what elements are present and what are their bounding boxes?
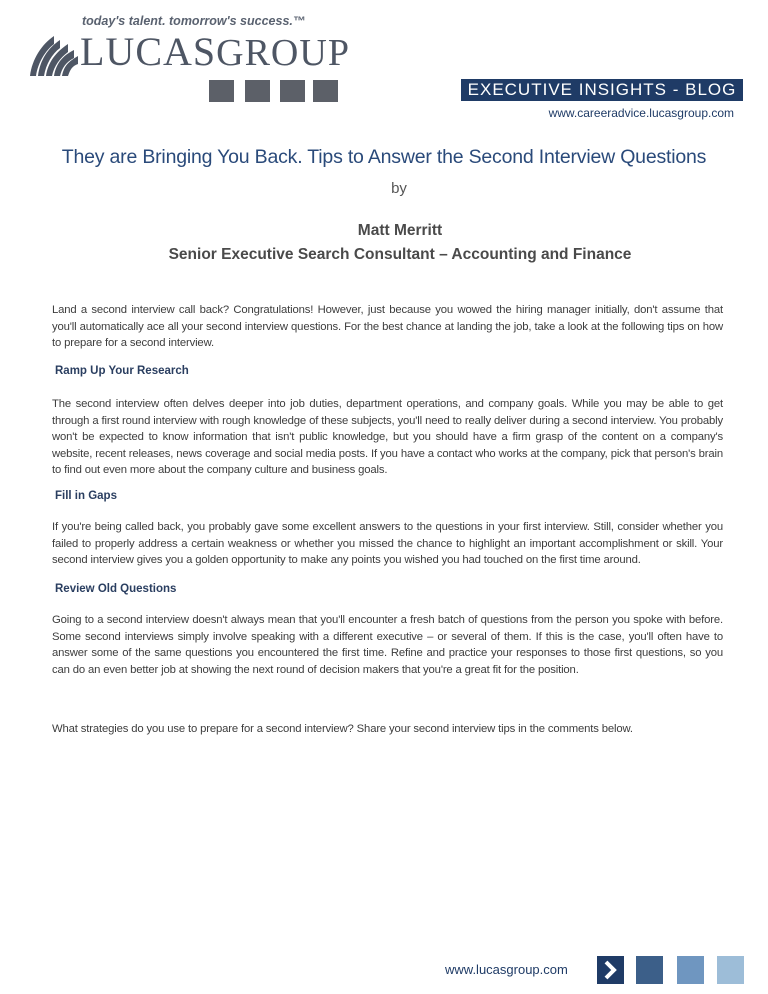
author-name: Matt Merritt bbox=[357, 222, 443, 239]
header-square bbox=[209, 80, 234, 102]
section-heading: Review Old Questions bbox=[55, 583, 177, 595]
logo-tagline: today's talent. tomorrow's success.™ bbox=[82, 14, 306, 28]
footer-url[interactable]: www.lucasgroup.com bbox=[445, 962, 568, 977]
section-heading: Fill in Gaps bbox=[55, 490, 117, 502]
footer-square bbox=[636, 956, 663, 984]
header-square bbox=[245, 80, 270, 102]
footer-arrow-box bbox=[597, 956, 624, 984]
section-body: The second interview often delves deeper into job duties, department operations, and company goals. While you may be able to get through a first round interview with rough knowledge of these subjects, you'll need to really deliver during a second interview. You probably won't be expected to know information that isn't public knowledge, but you should have a firm grasp of the content on a company's website, recent releases, news coverage and social media posts. If you have a contact who works at the company, pick that person's brain to find out even more about the company culture and business goals. bbox=[52, 398, 723, 476]
section-label: EXECUTIVE INSIGHTS - BLOG bbox=[467, 80, 737, 99]
logo-word-lucas: LUCAS bbox=[80, 29, 217, 74]
logo-wordmark bbox=[80, 29, 350, 74]
logo-word-group: GROUP bbox=[216, 32, 350, 74]
site-url[interactable]: www.careeradvice.lucasgroup.com bbox=[548, 106, 734, 120]
section-banner bbox=[461, 79, 743, 101]
section-heading: Ramp Up Your Research bbox=[55, 365, 189, 377]
author-title: Senior Executive Search Consultant – Accounting and Finance bbox=[168, 246, 632, 263]
header-square bbox=[280, 80, 305, 102]
closing-paragraph: What strategies do you use to prepare for a second interview? Share your second interview tips in the comments below. bbox=[52, 723, 633, 735]
footer-square bbox=[677, 956, 704, 984]
logo-mark-icon bbox=[30, 36, 78, 76]
header-square bbox=[313, 80, 338, 102]
byline-by: by bbox=[391, 180, 407, 197]
intro-paragraph: Land a second interview call back? Congratulations! However, just because you wowed the hiring manager initially, don't assume that you'll automatically ace all your second interview questions. For the best chance at landing the job, take a look at the following tips on how to prepare for a second interview. bbox=[52, 304, 723, 349]
chevron-right-icon bbox=[597, 956, 624, 984]
article-title: They are Bringing You Back. Tips to Answer the Second Interview Questions bbox=[61, 146, 707, 168]
section-body: Going to a second interview doesn't always mean that you'll encounter a fresh batch of questions from the person you spoke with before. Some second interviews simply involve speaking with a different executive – or several of them. If this is the case, you'll often have to answer some of the same questions you encountered the first time. Refine and practice your responses to those first questions, so you can do an even better job at showing the next round of decision makers that you're a great fit for the position. bbox=[52, 614, 723, 676]
footer-square bbox=[717, 956, 744, 984]
section-body: If you're being called back, you probably gave some excellent answers to the questions in your first interview. Still, consider whether you failed to properly address a certain weakness or whether you missed the chance to highlight an important accomplishment or skill. Your second interview gives you a golden opportunity to make any points you wished you had touched on the first time around. bbox=[52, 521, 723, 566]
